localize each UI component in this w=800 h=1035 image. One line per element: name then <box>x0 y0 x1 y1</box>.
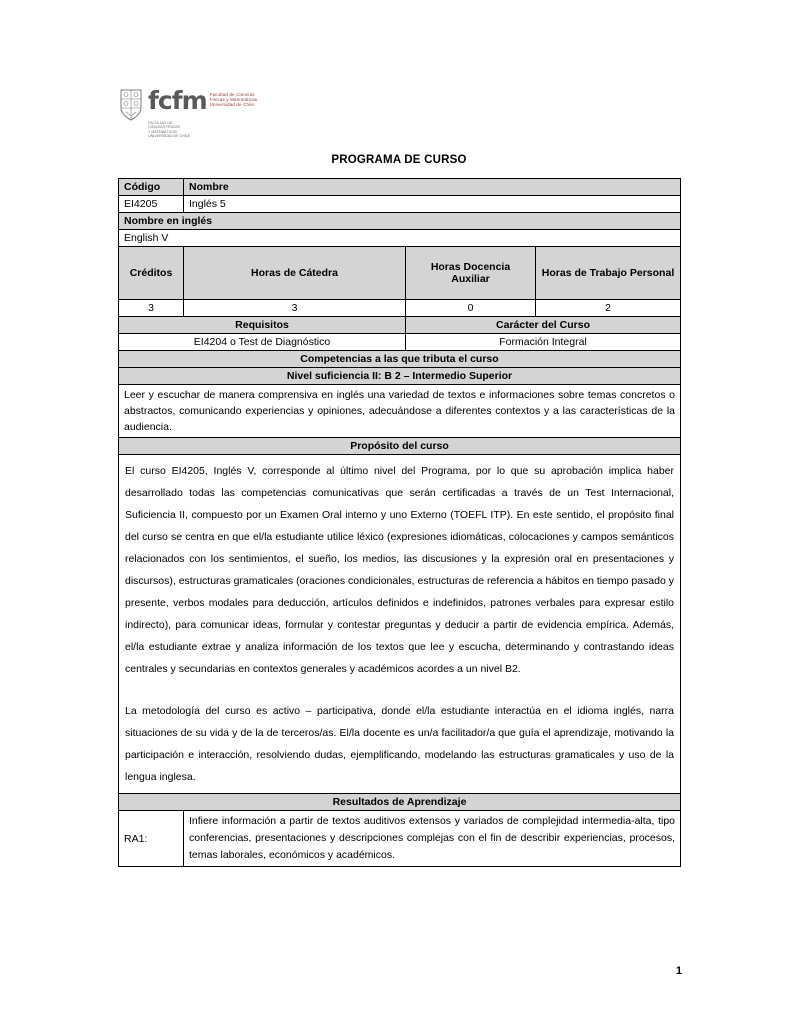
table-row-codigo-values <box>119 196 681 213</box>
logo-footer-line-2: CIENCIAS FÍSICAS <box>148 125 180 130</box>
nombre-value: Inglés 5 <box>184 196 681 213</box>
logo-footer-line-3: Y MATEMÁTICAS <box>148 129 178 134</box>
proposito-paragraph-1: El curso EI4205, Inglés V, corresponde al último nivel del Programa, por lo que su aprobación implica haber desarrollado todas las competencias comunicativas que serán certificadas a través de un Test Internacional, Suficiencia II, compuesto por un Examen Oral interno y uno Externo (TOEFL ITP). En este sentido, el propósito final del curso se centra en que el/la estudiante utilice léxico (expresiones idiomáticas, colocaciones y campos semánticos relacionados con los sentimientos, el sueño, los medios, las discusiones y la expresión oral en presentaciones y discursos), estructuras gramaticales (oraciones condicionales, estructuras de referencia a hábitos en tiempo pasado y presente, verbos modales para deducción, artículos definidos e indefinidos, patrones verbales para expresar estilo indirecto), para comunicar ideas, formular y contestar preguntas y deducir a partir de evidencia empírica. Además, el/la estudiante extrae y analiza información de los textos que lee y escucha, determinando y contrastando ideas centrales y secundarias en contextos generales y académicos acordes a un nivel B2. <box>125 465 675 675</box>
table-row-nombre-ingles-header <box>119 213 681 230</box>
horas-trabajo-personal-value: 2 <box>536 300 681 317</box>
caracter-header: Carácter del Curso <box>406 317 681 334</box>
table-row-competencias-descripcion <box>119 385 681 438</box>
codigo-value: EI4205 <box>119 196 184 213</box>
competencias-header: Competencias a las que tributa el curso <box>119 351 681 368</box>
ra1-label: RA1: <box>119 811 184 867</box>
page-title: PROGRAMA DE CURSO <box>331 154 467 166</box>
competencias-nivel: Nivel suficiencia II: B 2 – Intermedio Superior <box>119 368 681 385</box>
logo-footer-line-4: UNIVERSIDAD DE CHILE <box>148 134 191 139</box>
proposito-body-cell <box>119 455 681 794</box>
logo-text-block <box>148 88 257 139</box>
table-row-hours-headers <box>119 247 681 300</box>
creditos-header: Créditos <box>119 247 184 300</box>
crest-icon <box>118 88 144 122</box>
table-row-proposito-body <box>119 455 681 794</box>
requisitos-value: EI4204 o Test de Diagnóstico <box>119 334 406 351</box>
institution-logo <box>118 86 680 139</box>
codigo-header: Código <box>119 179 184 196</box>
table-row-nombre-ingles-value <box>119 230 681 247</box>
creditos-value: 3 <box>119 300 184 317</box>
table-row-codigo-headers <box>119 179 681 196</box>
document-content <box>118 88 680 867</box>
caracter-value: Formación Integral <box>406 334 681 351</box>
logo-footer-line-1: FACULTAD DE <box>148 121 173 125</box>
table-row-resultados-header <box>119 794 681 811</box>
requisitos-header: Requisitos <box>119 317 406 334</box>
table-row-proposito-header <box>119 438 681 455</box>
faculty-line-3: Universidad de Chile <box>209 102 255 108</box>
resultados-header: Resultados de Aprendizaje <box>119 794 681 811</box>
horas-trabajo-personal-header: Horas de Trabajo Personal <box>536 247 681 300</box>
table-row-requisitos-headers <box>119 317 681 334</box>
proposito-paragraph-2: La metodología del curso es activo – participativa, donde el/la estudiante interactúa en el idioma inglés, narra situaciones de su vida y de la de terceros/as. El/la docente es un/a facilitador/a que guía el aprendizaje, motivando la participación e interacción, resolviendo dudas, ejemplificando, modelando las estructuras gramaticales y uso de la lengua inglesa. <box>125 705 675 783</box>
faculty-line-2: Físicas y Matemáticas <box>209 97 258 103</box>
table-row-competencias-header <box>119 351 681 368</box>
horas-catedra-header: Horas de Cátedra <box>184 247 406 300</box>
table-row-competencias-nivel <box>119 368 681 385</box>
ra1-text: Infiere información a partir de textos auditivos extensos y variados de complejidad intermedia-alta, tipo conferencias, presentaciones y descripciones complejas con el fin de describir experiencias, procesos, temas laborales, económicos y académicos. <box>184 811 681 867</box>
table-row-ra1 <box>119 811 681 867</box>
paragraph-spacer <box>125 680 674 700</box>
horas-docencia-auxiliar-header: Horas Docencia Auxiliar <box>406 247 536 300</box>
fcfm-wordmark: fcfm <box>148 86 207 115</box>
nombre-header: Nombre <box>184 179 681 196</box>
table-row-hours-values <box>119 300 681 317</box>
course-program-table <box>118 178 681 867</box>
proposito-header: Propósito del curso <box>119 438 681 455</box>
nombre-ingles-header: Nombre en inglés <box>119 213 681 230</box>
faculty-line-1: Facultad de Ciencias <box>209 92 255 97</box>
horas-catedra-value: 3 <box>184 300 406 317</box>
nombre-ingles-value: English V <box>119 230 681 247</box>
page-number: 1 <box>675 965 682 977</box>
horas-docencia-auxiliar-value: 0 <box>406 300 536 317</box>
competencias-descripcion: Leer y escuchar de manera comprensiva en inglés una variedad de textos e informaciones sobre temas concretos o abstractos, comunicando experiencias y opiniones, adecuándose a diferentes contextos y a las características de la audiencia. <box>119 385 681 438</box>
table-row-requisitos-values <box>119 334 681 351</box>
